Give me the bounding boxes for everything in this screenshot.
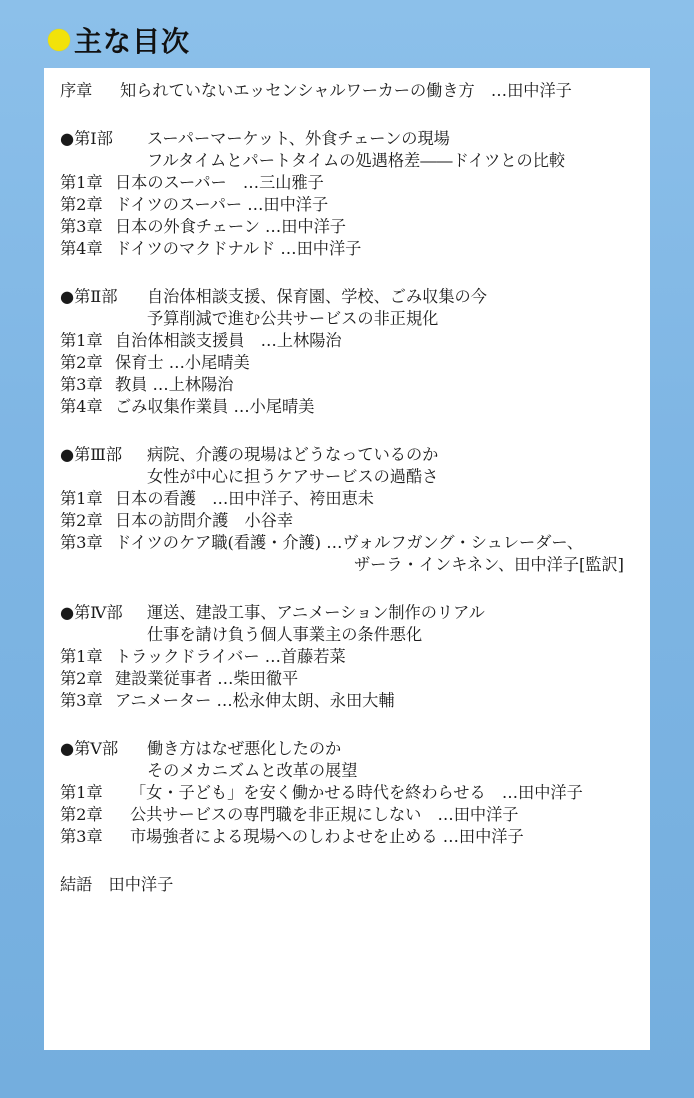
part-1-chapter-2 (60, 194, 650, 216)
part-1-chapter-1 (60, 172, 650, 194)
part-2-chapter-4 (60, 396, 650, 418)
part-3-title: 病院、介護の現場はどうなっているのか (147, 445, 439, 464)
toc-title: 主な目次 (74, 25, 191, 58)
chapter-text: 公共サービスの専門職を非正規にしない …田中洋子 (130, 805, 519, 824)
part-2-chapter-1 (60, 330, 650, 352)
part-4-subtitle: 仕事を請け負う個人事業主の条件悪化 (147, 625, 423, 644)
part-4-chapter-2 (60, 668, 650, 690)
part-4-heading (60, 602, 650, 624)
chapter-label: 第1章 (60, 331, 103, 350)
chapter-text: アニメーター …松永伸太朗、永田大輔 (115, 691, 395, 710)
chapter-text: ごみ収集作業員 …小尾晴美 (115, 397, 315, 416)
spacer (60, 418, 650, 444)
part-1-title: スーパーマーケット、外食チェーンの現場 (147, 129, 450, 148)
chapter-text: ドイツのスーパー …田中洋子 (115, 195, 329, 214)
spacer (60, 848, 650, 874)
part-3-heading (60, 444, 650, 466)
spacer (60, 576, 650, 602)
prelude-label: 序章 (60, 81, 93, 100)
chapter-label: 第4章 (60, 397, 103, 416)
chapter-text: ドイツのケア職(看護・介護) …ヴォルフガング・シュレーダー、 (115, 533, 584, 552)
part-3-label: ●第Ⅲ部 (60, 445, 123, 464)
chapter-text: 日本の外食チェーン …田中洋子 (115, 217, 346, 236)
chapter-label: 第1章 (60, 783, 103, 802)
part-3-chapter-1 (60, 488, 650, 510)
epilogue-line: 結語 田中洋子 (60, 875, 174, 894)
chapter-text: 「女・子ども」を安く働かせる時代を終わらせる …田中洋子 (130, 783, 583, 802)
part-1-chapter-4 (60, 238, 650, 260)
spacer (60, 260, 650, 286)
chapter-text: 保育士 …小尾晴美 (115, 353, 250, 372)
part-4-label: ●第Ⅳ部 (60, 603, 123, 622)
toc-header (48, 18, 190, 62)
prelude-line (60, 80, 650, 102)
part-3-chapter-3-continuation: ザーラ・インキネン、田中洋子[監訳] (353, 555, 624, 574)
part-1-chapter-3 (60, 216, 650, 238)
toc-panel (44, 68, 650, 1050)
part-2-chapter-2 (60, 352, 650, 374)
chapter-label: 第2章 (60, 805, 103, 824)
chapter-text: 教員 …上林陽治 (115, 375, 234, 394)
spacer (60, 712, 650, 738)
part-2-title: 自治体相談支援、保育園、学校、ごみ収集の今 (147, 287, 487, 306)
part-2-label: ●第Ⅱ部 (60, 287, 118, 306)
chapter-label: 第2章 (60, 511, 103, 530)
chapter-text: 市場強者による現場へのしわよせを止める …田中洋子 (130, 827, 524, 846)
part-4-chapter-1 (60, 646, 650, 668)
part-3-chapter-2 (60, 510, 650, 532)
chapter-text: トラックドライバー …首藤若菜 (115, 647, 346, 666)
chapter-label: 第1章 (60, 489, 103, 508)
chapter-label: 第2章 (60, 195, 103, 214)
chapter-label: 第3章 (60, 691, 103, 710)
chapter-text: 日本の看護 …田中洋子、袴田恵未 (115, 489, 374, 508)
prelude-text: 知られていないエッセンシャルワーカーの働き方 …田中洋子 (120, 81, 572, 100)
chapter-text: 日本の訪問介護 小谷幸 (115, 511, 294, 530)
part-1-subtitle: フルタイムとパートタイムの処遇格差――ドイツとの比較 (147, 151, 566, 170)
chapter-label: 第2章 (60, 353, 103, 372)
chapter-label: 第2章 (60, 669, 103, 688)
part-5-chapter-3 (60, 826, 650, 848)
part-1-heading (60, 128, 650, 150)
chapter-label: 第1章 (60, 647, 103, 666)
part-5-chapter-2 (60, 804, 650, 826)
part-2-heading (60, 286, 650, 308)
chapter-label: 第3章 (60, 533, 103, 552)
chapter-label: 第3章 (60, 375, 103, 394)
part-2-subtitle: 予算削減で進む公共サービスの非正規化 (147, 309, 439, 328)
chapter-label: 第3章 (60, 827, 103, 846)
chapter-label: 第4章 (60, 239, 103, 258)
chapter-text: 建設業従事者 …柴田徹平 (115, 669, 299, 688)
chapter-text: 自治体相談支援員 …上林陽治 (115, 331, 342, 350)
part-3-subtitle: 女性が中心に担うケアサービスの過酷さ (147, 467, 439, 486)
part-4-chapter-3 (60, 690, 650, 712)
part-5-heading (60, 738, 650, 760)
part-3-chapter-3 (60, 532, 650, 554)
chapter-text: 日本のスーパー …三山雅子 (115, 173, 324, 192)
part-5-label: ●第Ⅴ部 (60, 739, 119, 758)
part-5-chapter-1 (60, 782, 650, 804)
spacer (60, 102, 650, 128)
yellow-dot-icon (48, 29, 70, 51)
part-5-title: 働き方はなぜ悪化したのか (147, 739, 342, 758)
part-5-subtitle: そのメカニズムと改革の展望 (147, 761, 358, 780)
chapter-label: 第3章 (60, 217, 103, 236)
chapter-text: ドイツのマクドナルド …田中洋子 (115, 239, 362, 258)
chapter-label: 第1章 (60, 173, 103, 192)
part-4-title: 運送、建設工事、アニメーション制作のリアル (147, 603, 485, 622)
part-1-label: ●第Ⅰ部 (60, 129, 113, 148)
part-2-chapter-3 (60, 374, 650, 396)
